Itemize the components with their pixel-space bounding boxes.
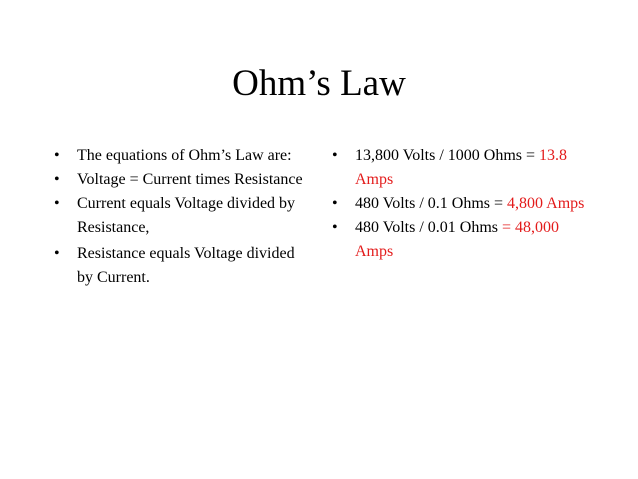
equation-text: 480 Volts / 0.01 Ohms xyxy=(355,219,502,236)
equation-result: 4,800 Amps xyxy=(507,195,585,212)
bullet-icon: • xyxy=(54,195,60,212)
list-item xyxy=(330,192,592,216)
bullet-text: The equations of Ohm’s Law are: xyxy=(77,147,292,164)
bullet-text: Voltage = Current times Resistance xyxy=(77,171,303,188)
bullet-icon: • xyxy=(54,171,60,188)
left-bullet-list xyxy=(52,144,304,290)
list-item xyxy=(52,242,304,290)
equation-result: = 48,000 Amps xyxy=(355,219,560,260)
bullet-icon: • xyxy=(332,147,338,164)
bullet-text: Current equals Voltage divided by Resistance, xyxy=(77,195,296,236)
bullet-icon: • xyxy=(332,195,338,212)
list-item xyxy=(52,192,304,240)
right-bullet-list xyxy=(330,144,592,264)
equation-text: 13,800 Volts / 1000 Ohms = xyxy=(355,147,540,164)
bullet-icon: • xyxy=(332,219,338,236)
bullet-icon: • xyxy=(54,245,60,262)
equation-result: 13.8 Amps xyxy=(355,147,568,188)
slide-title: Ohm’s Law xyxy=(232,63,406,104)
list-item xyxy=(52,168,304,192)
list-item xyxy=(52,144,304,168)
bullet-text: Resistance equals Voltage divided by Current. xyxy=(77,245,295,286)
list-item xyxy=(330,144,592,192)
list-item xyxy=(330,216,592,264)
bullet-icon: • xyxy=(54,147,60,164)
equation-text: 480 Volts / 0.1 Ohms = xyxy=(355,195,508,212)
